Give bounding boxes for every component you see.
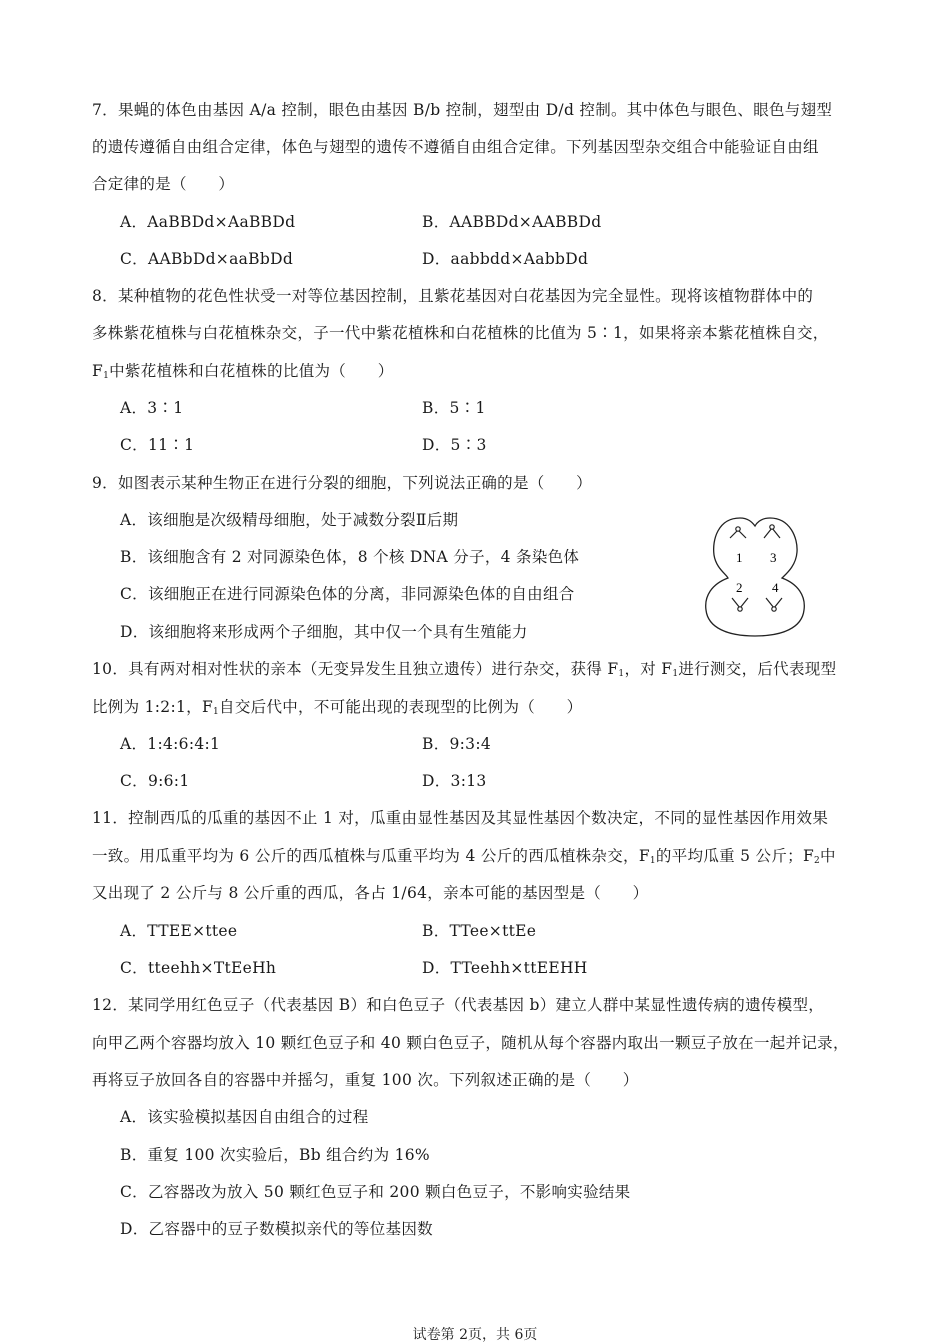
q10-option-c: C．9:6:1 bbox=[120, 772, 190, 790]
q12-option-b: B．重复 100 次实验后，Bb 组合约为 16% bbox=[120, 1146, 430, 1164]
q12-option-a: A．该实验模拟基因自由组合的过程 bbox=[120, 1108, 369, 1126]
q8-option-c: C．11∶1 bbox=[120, 436, 195, 454]
q7-option-c: C．AABbDd×aaBbDd bbox=[120, 250, 294, 268]
q7-option-a: A．AaBBDd×AaBBDd bbox=[120, 213, 296, 231]
q11-line-1: 11．控制西瓜的瓜重的基因不止 1 对，瓜重由显性基因及其显性基因个数决定，不同的显性基因作用效果 bbox=[92, 809, 829, 827]
q9-line-1: 9．如图表示某种生物正在进行分裂的细胞，下列说法正确的是（ ） bbox=[92, 474, 592, 492]
q11-line-2: 一致。用瓜重平均为 6 公斤的西瓜植株与瓜重平均为 4 公斤的西瓜植株杂交，$F_1$的平均瓜重 5 公斤；$F_2$中 bbox=[92, 847, 836, 866]
q12-option-c: C．乙容器改为放入 50 颗红色豆子和 200 颗白色豆子，不影响实验结果 bbox=[120, 1183, 631, 1201]
q8-option-d: D．5∶3 bbox=[422, 436, 487, 454]
q11-option-c: C．tteehh×TtEeHh bbox=[120, 959, 277, 977]
dividing-cell-figure bbox=[700, 510, 810, 640]
q7-line-2: 的遗传遵循自由组合定律，体色与翅型的遗传不遵循自由组合定律。下列基因型杂交组合中能验证自由组 bbox=[92, 138, 819, 156]
q8-option-b: B．5∶1 bbox=[422, 399, 486, 417]
q7-option-d: D．aabbdd×AabbDd bbox=[422, 250, 589, 268]
q10-line-2: 比例为 1:2:1，$F_1$自交后代中，不可能出现的表现型的比例为（ ） bbox=[92, 698, 583, 717]
q10-option-a: A．1:4:6:4:1 bbox=[120, 735, 221, 753]
q7-line-3: 合定律的是（ ） bbox=[92, 175, 235, 193]
q9-option-d: D．该细胞将来形成两个子细胞，其中仅一个具有生殖能力 bbox=[120, 623, 528, 641]
q7-line-1: 7．果蝇的体色由基因 A/a 控制，眼色由基因 B/b 控制，翅型由 D/d 控制。其中体色与眼色、眼色与翅型 bbox=[92, 101, 833, 119]
q12-option-d: D．乙容器中的豆子数模拟亲代的等位基因数 bbox=[120, 1220, 433, 1238]
q7-option-b: B．AABBDd×AABBDd bbox=[422, 213, 602, 231]
q12-line-1: 12．某同学用红色豆子（代表基因 B）和白色豆子（代表基因 b）建立人群中某显性遗传病的遗传模型， bbox=[92, 996, 825, 1014]
q11-option-a: A．TTEE×ttee bbox=[120, 922, 238, 940]
q10-line-1: 10．具有两对相对性状的亲本（无变异发生且独立遗传）进行杂交，获得 $F_1$，对 $F_1$进行测交，后代表现型 bbox=[92, 660, 837, 679]
q8-line-2: 多株紫花植株与白花植株杂交，子一代中紫花植株和白花植株的比值为 5∶1，如果将亲本紫花植株自交， bbox=[92, 324, 829, 342]
chromosome-label-1: 1 bbox=[736, 550, 743, 565]
q9-option-c: C．该细胞正在进行同源染色体的分离，非同源染色体的自由组合 bbox=[120, 585, 575, 603]
q12-line-2: 向甲乙两个容器均放入 10 颗红色豆子和 40 颗白色豆子，随机从每个容器内取出一颗豆子放在一起并记录， bbox=[92, 1034, 849, 1052]
q8-line-3: $F_1$中紫花植株和白花植株的比值为（ ） bbox=[92, 362, 394, 381]
cell-membrane bbox=[706, 518, 805, 636]
q12-line-3: 再将豆子放回各自的容器中并摇匀，重复 100 次。下列叙述正确的是（ ） bbox=[92, 1071, 639, 1089]
page-footer: 试卷第 2页，共 6页 bbox=[412, 1327, 538, 1343]
q11-option-d: D．TTeehh×ttEEHH bbox=[422, 959, 588, 977]
q10-option-b: B．9:3:4 bbox=[422, 735, 492, 753]
q10-option-d: D．3:13 bbox=[422, 772, 487, 790]
chromosome-label-4: 4 bbox=[772, 580, 779, 595]
chromosome-label-2: 2 bbox=[736, 580, 743, 595]
q9-option-a: A．该细胞是次级精母细胞，处于减数分裂Ⅱ后期 bbox=[120, 511, 459, 529]
q11-option-b: B．TTee×ttEe bbox=[422, 922, 537, 940]
q9-option-b: B．该细胞含有 2 对同源染色体，8 个核 DNA 分子，4 条染色体 bbox=[120, 548, 580, 566]
q8-line-1: 8．某种植物的花色性状受一对等位基因控制，且紫花基因对白花基因为完全显性。现将该植物群体中的 bbox=[92, 287, 814, 305]
chromosomes-lower bbox=[732, 598, 782, 611]
q8-option-a: A．3∶1 bbox=[120, 399, 184, 417]
chromosome-label-3: 3 bbox=[770, 550, 777, 565]
q11-line-3: 又出现了 2 公斤与 8 公斤重的西瓜，各占 1/64，亲本可能的基因型是（ ） bbox=[92, 884, 649, 902]
